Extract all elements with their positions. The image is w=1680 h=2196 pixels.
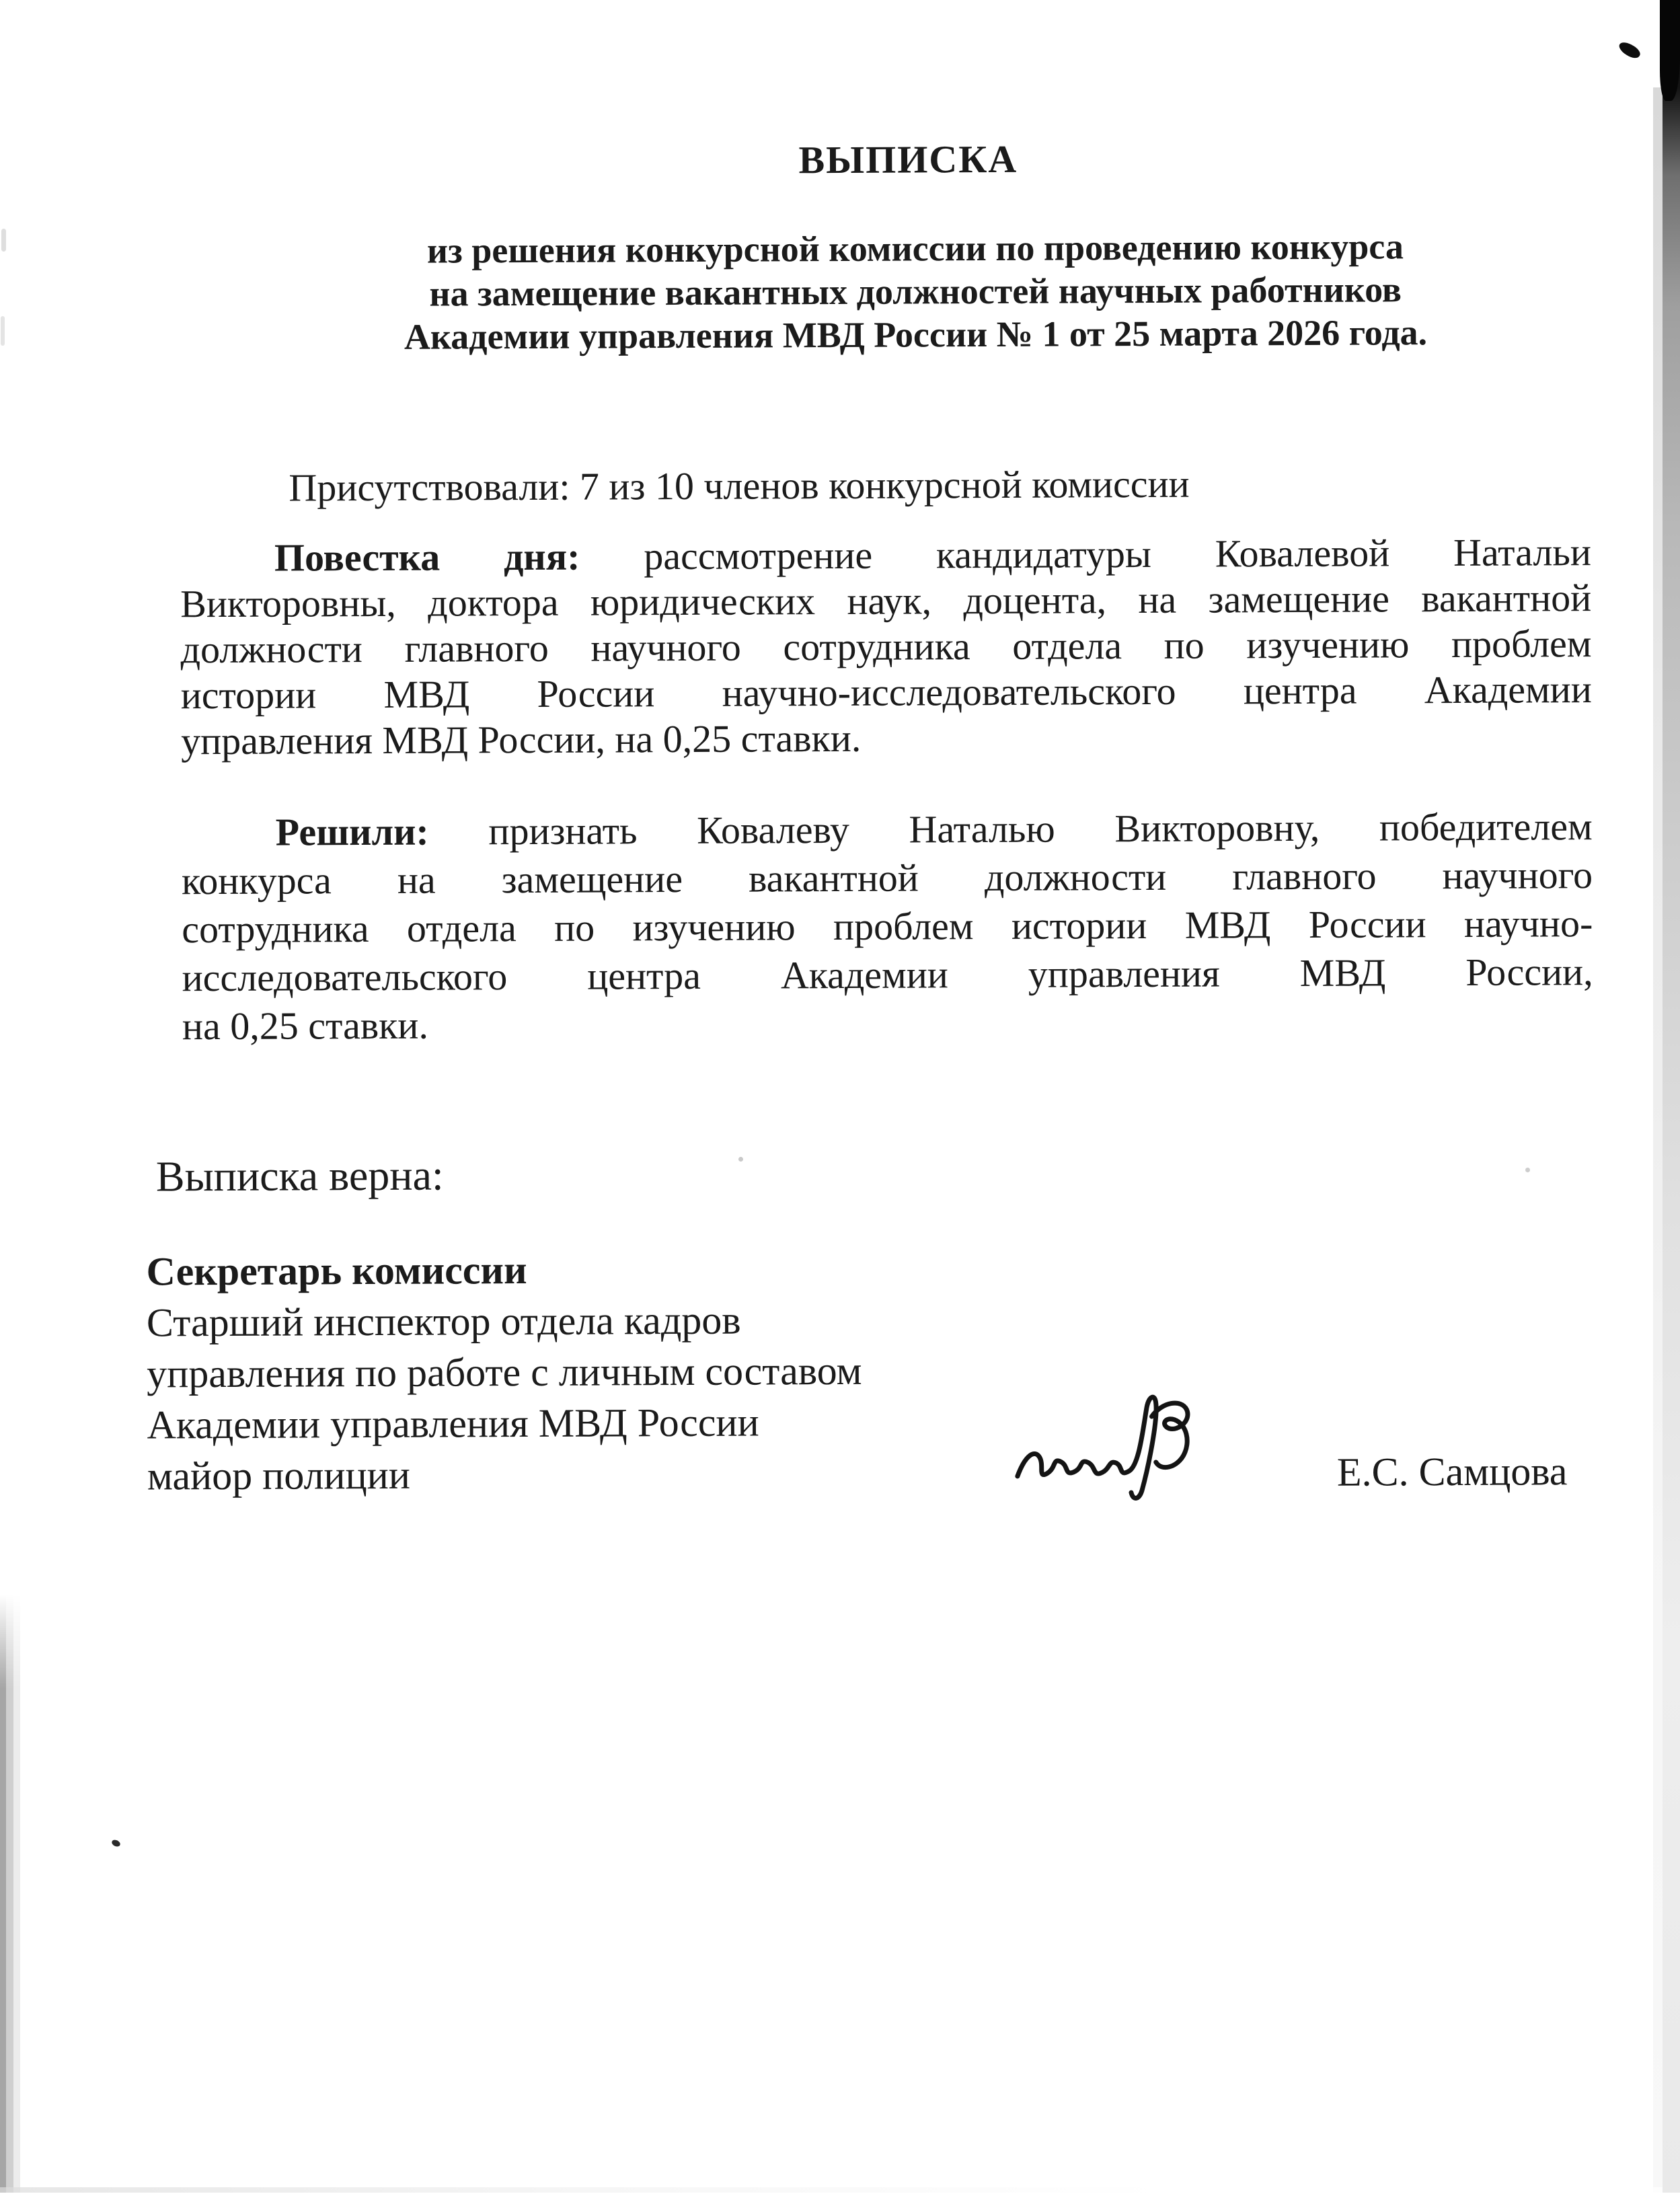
decision-label: Решили: <box>275 809 429 854</box>
document-subtitle <box>310 225 1521 359</box>
paragraph-line: сотрудника отдела по изучению проблем истории МВД России научно- <box>182 901 1593 952</box>
scanner-edge-shadow <box>1653 87 1663 2193</box>
subtitle-line: на замещение вакантных должностей научных работников <box>429 269 1402 314</box>
scanner-edge-shadow <box>1663 0 1680 2193</box>
paragraph-line: управления МВД России, на 0,25 ставки. <box>180 716 862 763</box>
subtitle-line: Академии управления МВД России № 1 от 25 марта 2026 года. <box>404 312 1428 357</box>
signatory-role: Секретарь комиссии <box>146 1248 527 1294</box>
ink-speck <box>738 1157 743 1162</box>
scan-edge-speck <box>1 229 6 252</box>
signatory-position-line: Старший инспектор отдела кадров <box>146 1297 741 1345</box>
subtitle-line: из решения конкурсной комиссии по проведению конкурса <box>426 226 1404 271</box>
paragraph-line <box>182 802 1593 857</box>
paragraph-line: должности главного научного сотрудника отдела по изучению проблем <box>180 621 1592 672</box>
scanner-edge-shadow <box>0 2187 1663 2193</box>
scan-edge-speck <box>1 316 5 346</box>
signatory-position-line: майор полиции <box>147 1452 411 1499</box>
paragraph-line <box>180 529 1591 581</box>
certification-line: Выписка верна: <box>155 1151 444 1201</box>
agenda-text: рассмотрение кандидатуры Ковалевой Натальи <box>644 530 1592 578</box>
agenda-paragraph <box>180 529 1592 764</box>
attendance-line: Присутствовали: 7 из 10 членов конкурсной комиссии <box>289 461 1190 510</box>
scanner-corner-shadow <box>1660 0 1680 101</box>
document-title: ВЫПИСКА <box>798 137 1018 182</box>
scanner-edge-shadow <box>0 1594 20 2193</box>
paragraph-line: на 0,25 ставки. <box>182 1003 429 1049</box>
ink-speck <box>1525 1168 1530 1172</box>
signatory-position-line: управления по работе с личным составом <box>147 1348 862 1396</box>
paragraph-line: истории МВД России научно-исследовательского центра Академии <box>180 667 1592 718</box>
paragraph-line: Викторовны, доктора юридических наук, доцента, на замещение вакантной <box>180 576 1592 626</box>
paragraph-line: конкурса на замещение вакантной должности главного научного <box>181 853 1593 903</box>
decision-text: признать Ковалеву Наталью Викторовну, победителем <box>488 804 1593 854</box>
handwritten-signature-icon <box>1007 1389 1230 1507</box>
agenda-label: Повестка дня: <box>274 534 580 580</box>
paragraph-line: исследовательского центра Академии управления МВД России, <box>182 950 1593 1000</box>
signatory-name: Е.С. Самцова <box>1336 1449 1568 1494</box>
decision-paragraph <box>182 802 1594 1051</box>
signatory-position-line: Академии управления МВД России <box>147 1400 759 1447</box>
signatory-block <box>146 1243 862 1502</box>
